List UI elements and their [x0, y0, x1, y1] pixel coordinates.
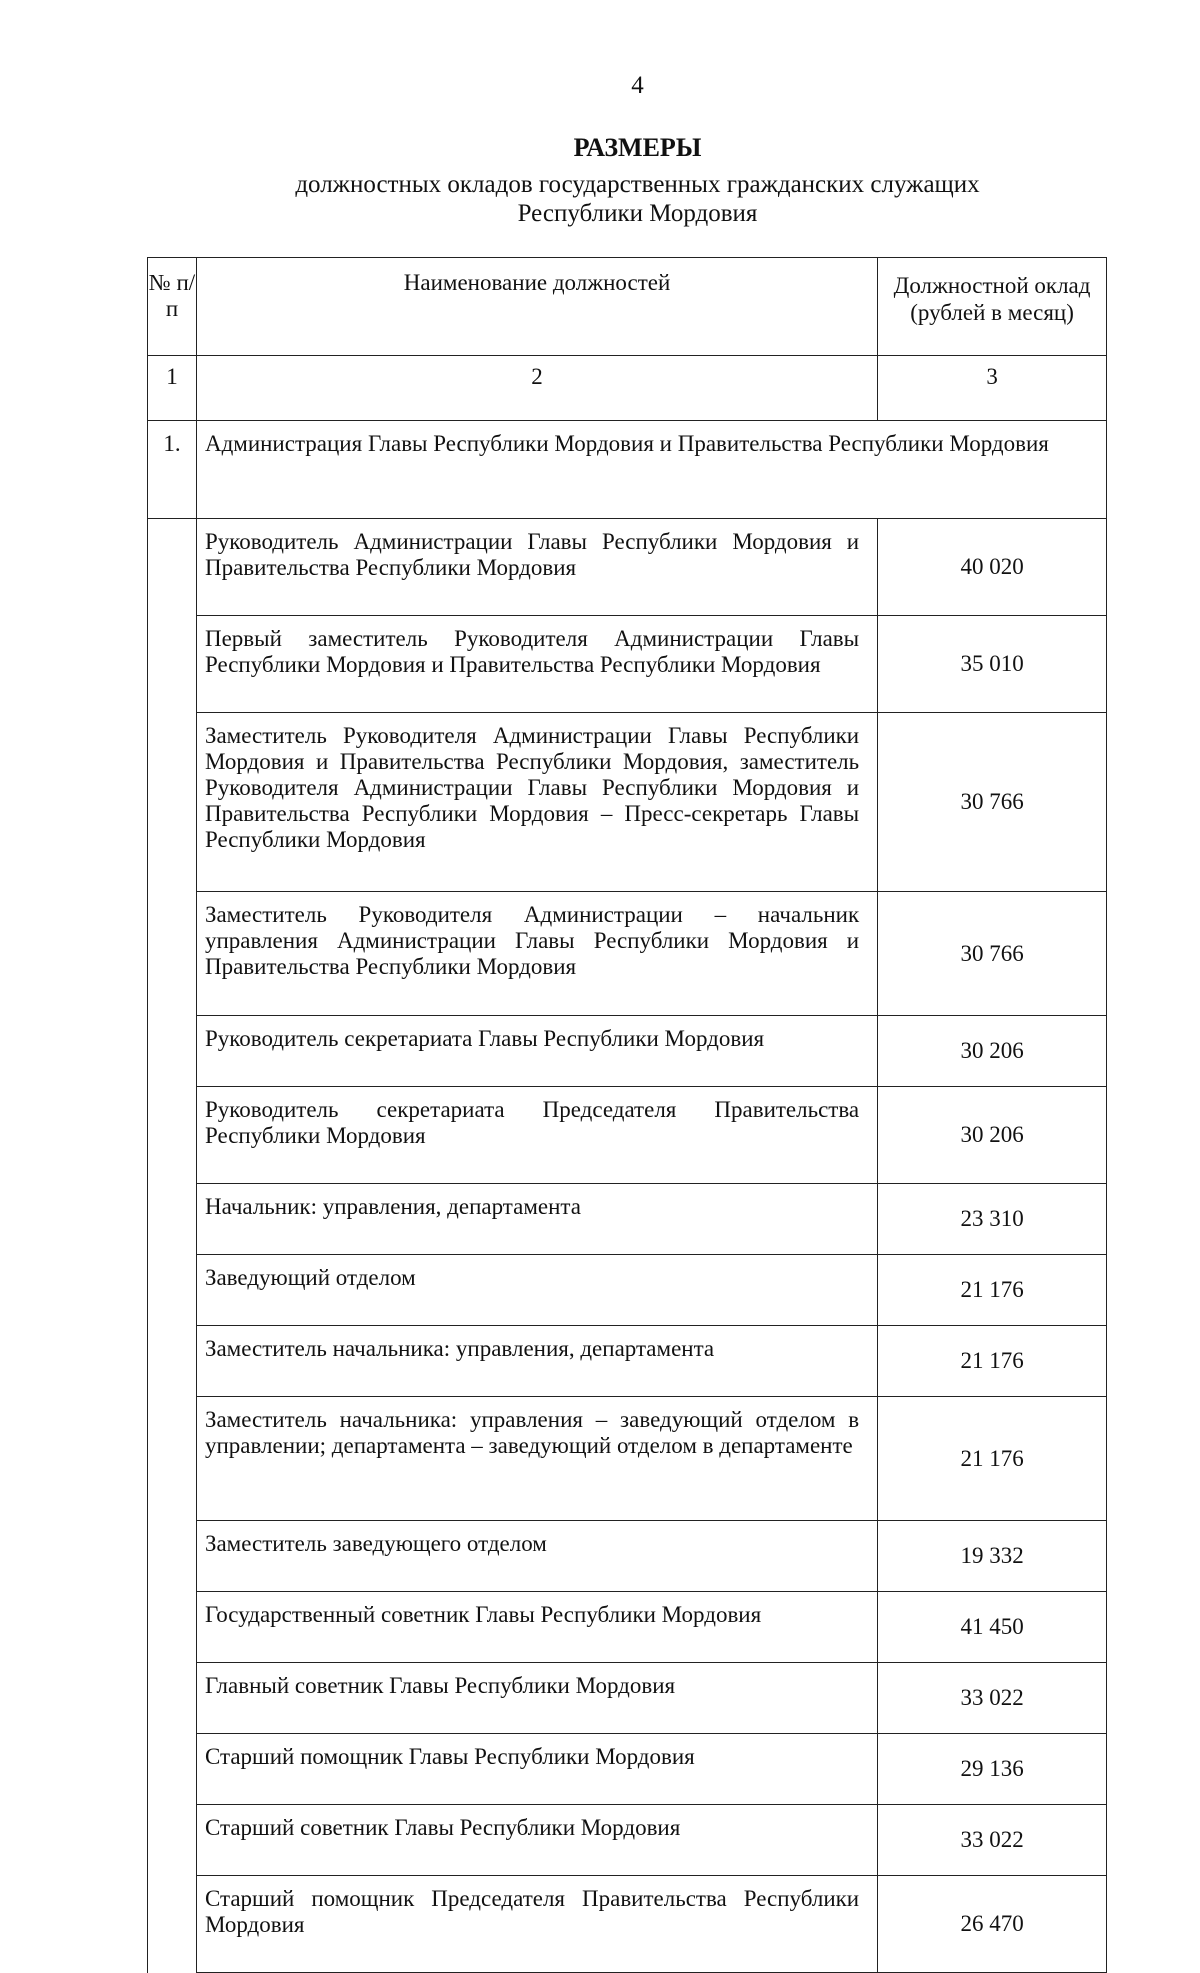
column-index-2: 2: [196, 356, 877, 421]
position-salary: 35 010: [878, 616, 1107, 713]
subtitle-line-2: Республики Мордовия: [517, 200, 758, 227]
table-row: [148, 1663, 1107, 1734]
position-name: Государственный советник Главы Республики Мордовия: [196, 1592, 877, 1663]
subtitle-line-1: должностных окладов государственных гражданских служащих: [295, 171, 980, 198]
position-salary: 41 450: [878, 1592, 1107, 1663]
position-name: Заместитель заведующего отделом: [196, 1521, 877, 1592]
table-row: [148, 892, 1107, 1016]
position-name: Руководитель секретариата Главы Республики Мордовия: [196, 1016, 877, 1087]
table-header-row: [148, 258, 1107, 356]
position-salary: 21 176: [878, 1255, 1107, 1326]
column-index-1: 1: [148, 356, 197, 421]
table-row: [148, 1016, 1107, 1087]
header-num: № п/п: [148, 258, 197, 356]
position-name: Заведующий отделом: [196, 1255, 877, 1326]
position-salary: 21 176: [878, 1397, 1107, 1521]
table-row: [148, 1734, 1107, 1805]
table-row: [148, 1805, 1107, 1876]
table-row: [148, 1255, 1107, 1326]
position-salary: 33 022: [878, 1663, 1107, 1734]
table-row: [148, 1184, 1107, 1255]
position-name: Главный советник Главы Республики Мордовия: [196, 1663, 877, 1734]
position-name: Начальник: управления, департамента: [196, 1184, 877, 1255]
position-name: Заместитель начальника: управления, департамента: [196, 1326, 877, 1397]
table-row: [148, 1876, 1107, 1973]
section-number: 1.: [148, 421, 197, 519]
column-index-3: 3: [878, 356, 1107, 421]
position-salary: 30 766: [878, 713, 1107, 892]
position-salary: 29 136: [878, 1734, 1107, 1805]
position-name: Заместитель Руководителя Администрации – начальник управления Администрации Главы Республики Мордовия и Правительства Республики Мордовия: [196, 892, 877, 1016]
position-salary: 33 022: [878, 1805, 1107, 1876]
table-row: [148, 1397, 1107, 1521]
empty-number-cell: [148, 519, 197, 1973]
section-row: [148, 421, 1107, 519]
section-name: Администрация Главы Республики Мордовия и Правительства Республики Мордовия: [196, 421, 1106, 519]
header-salary: Должностной оклад (рублей в месяц): [878, 258, 1107, 356]
position-salary: 30 206: [878, 1087, 1107, 1184]
position-salary: 19 332: [878, 1521, 1107, 1592]
position-name: Заместитель начальника: управления – заведующий отделом в управлении; департамента – заведующий отделом в департаменте: [196, 1397, 877, 1521]
position-name: Руководитель Администрации Главы Республики Мордовия и Правительства Республики Мордовия: [196, 519, 877, 616]
table-row: [148, 616, 1107, 713]
position-salary: 30 206: [878, 1016, 1107, 1087]
document-title: РАЗМЕРЫ: [573, 133, 702, 162]
position-name: Заместитель Руководителя Администрации Главы Республики Мордовия и Правительства Республики Мордовия, заместитель Руководителя Администрации Главы Республики Мордовия и Правительства Республики Мордовия – Пресс-секретарь Главы Республики Мордовия: [196, 713, 877, 892]
page-number: 4: [631, 72, 644, 99]
position-salary: 23 310: [878, 1184, 1107, 1255]
table-row: [148, 1521, 1107, 1592]
position-name: Старший советник Главы Республики Мордовия: [196, 1805, 877, 1876]
position-name: Первый заместитель Руководителя Администрации Главы Республики Мордовия и Правительства Республики Мордовия: [196, 616, 877, 713]
position-salary: 40 020: [878, 519, 1107, 616]
table-row: [148, 713, 1107, 892]
column-index-row: [148, 356, 1107, 421]
table-row: [148, 1087, 1107, 1184]
position-salary: 26 470: [878, 1876, 1107, 1973]
table-row: [148, 519, 1107, 616]
position-name: Старший помощник Председателя Правительства Республики Мордовия: [196, 1876, 877, 1973]
position-salary: 21 176: [878, 1326, 1107, 1397]
table-row: [148, 1326, 1107, 1397]
table-row: [148, 1592, 1107, 1663]
document-subtitle: [0, 170, 1200, 228]
position-salary: 30 766: [878, 892, 1107, 1016]
position-name: Старший помощник Главы Республики Мордовия: [196, 1734, 877, 1805]
header-name: Наименование должностей: [196, 258, 877, 356]
position-name: Руководитель секретариата Председателя Правительства Республики Мордовия: [196, 1087, 877, 1184]
salary-table: [147, 257, 1107, 1973]
